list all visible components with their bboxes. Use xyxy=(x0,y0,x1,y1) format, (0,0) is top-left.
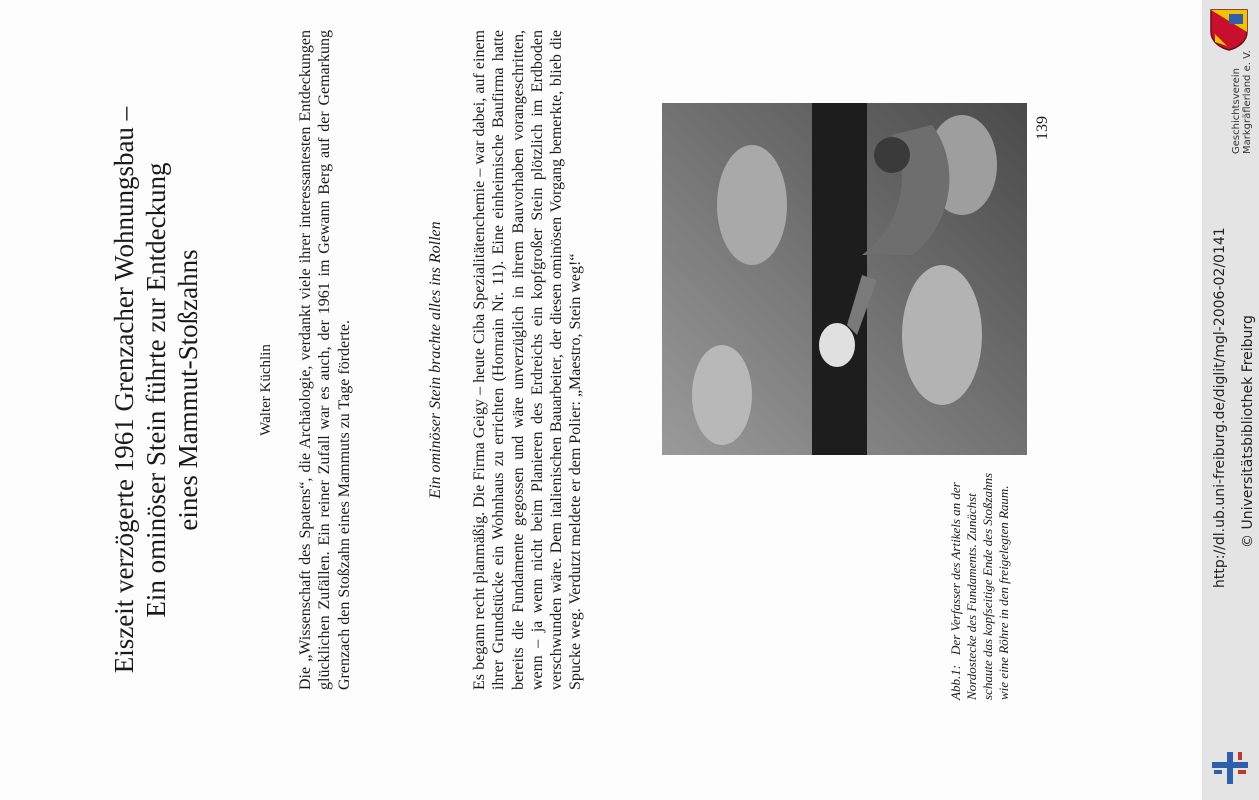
society-name-line-2: Markgräflerland e. V. xyxy=(1242,50,1253,154)
figure-caption xyxy=(948,460,1012,700)
article-title xyxy=(108,50,204,730)
section-subheading: Ein ominöser Stein brachte alles ins Rollen xyxy=(427,221,444,499)
caption-text: Der Verfasser des Artikels an der Nordostecke des Fundaments. Zunächst schaute das kopfseitige Ende des Stoßzahns wie eine Röhre in den freigelegten Raum. xyxy=(948,472,1011,700)
photo-drawing xyxy=(662,103,1027,455)
society-crest-icon xyxy=(1207,8,1251,52)
title-line-2: Ein ominöser Stein führte zur Entdeckung xyxy=(141,162,171,618)
excavation-photo xyxy=(662,103,1027,455)
copyright-notice: © Universitätsbibliothek Freiburg xyxy=(1240,315,1256,548)
title-line-3: eines Mammut-Stoßzahns xyxy=(173,249,203,531)
paragraph-body: Es begann recht planmäßig. Die Firma Geigy – heute Ciba Spezialitätenchemie – war dabei, auf einem ihrer Grundstücke ein Wohnhaus zu errichten (Hornrain Nr. 11). Eine einheimische Baufirma hatte bereits die Fundamente gegossen und wäre unverzüglich in ihrem Bauvorhaben vorangeschritten, wenn – ja wenn nicht beim Planieren des Erdreichs ein kopfgroßer Stein plötzlich im Erdboden verschwunden wäre. Dem italienischen Bauarbeiter, der diesen ominösen Vorgang bemerkte, blieb die Spucke weg. Verdutzt meldete er dem Polier: „Maestro, Stein weg!“ xyxy=(471,30,585,690)
author-name: Walter Küchlin xyxy=(258,344,274,436)
permalink-url[interactable]: http://dl.ub.uni-freiburg.de/diglit/mgl-2006-02/0141 xyxy=(1212,227,1228,588)
paragraph-intro: Die „Wissenschaft des Spatens“, die Archäologie, verdankt viele ihrer interessantesten Entdeckungen glücklichen Zufällen. Ein reiner Zufall war es auch, der 1961 im Gewann Berg auf der Gemarkung Grenzach den Stoßzahn eines Mammuts zu Tage förderte. xyxy=(297,30,353,690)
university-library-logo-icon xyxy=(1208,748,1252,788)
title-line-1: Eiszeit verzögerte 1961 Grenzacher Wohnungsbau – xyxy=(109,106,139,674)
page-number: 139 xyxy=(1034,116,1051,140)
society-name-line-1: Geschichtsverein xyxy=(1231,68,1242,154)
caption-label: Abb.1: xyxy=(948,664,963,700)
